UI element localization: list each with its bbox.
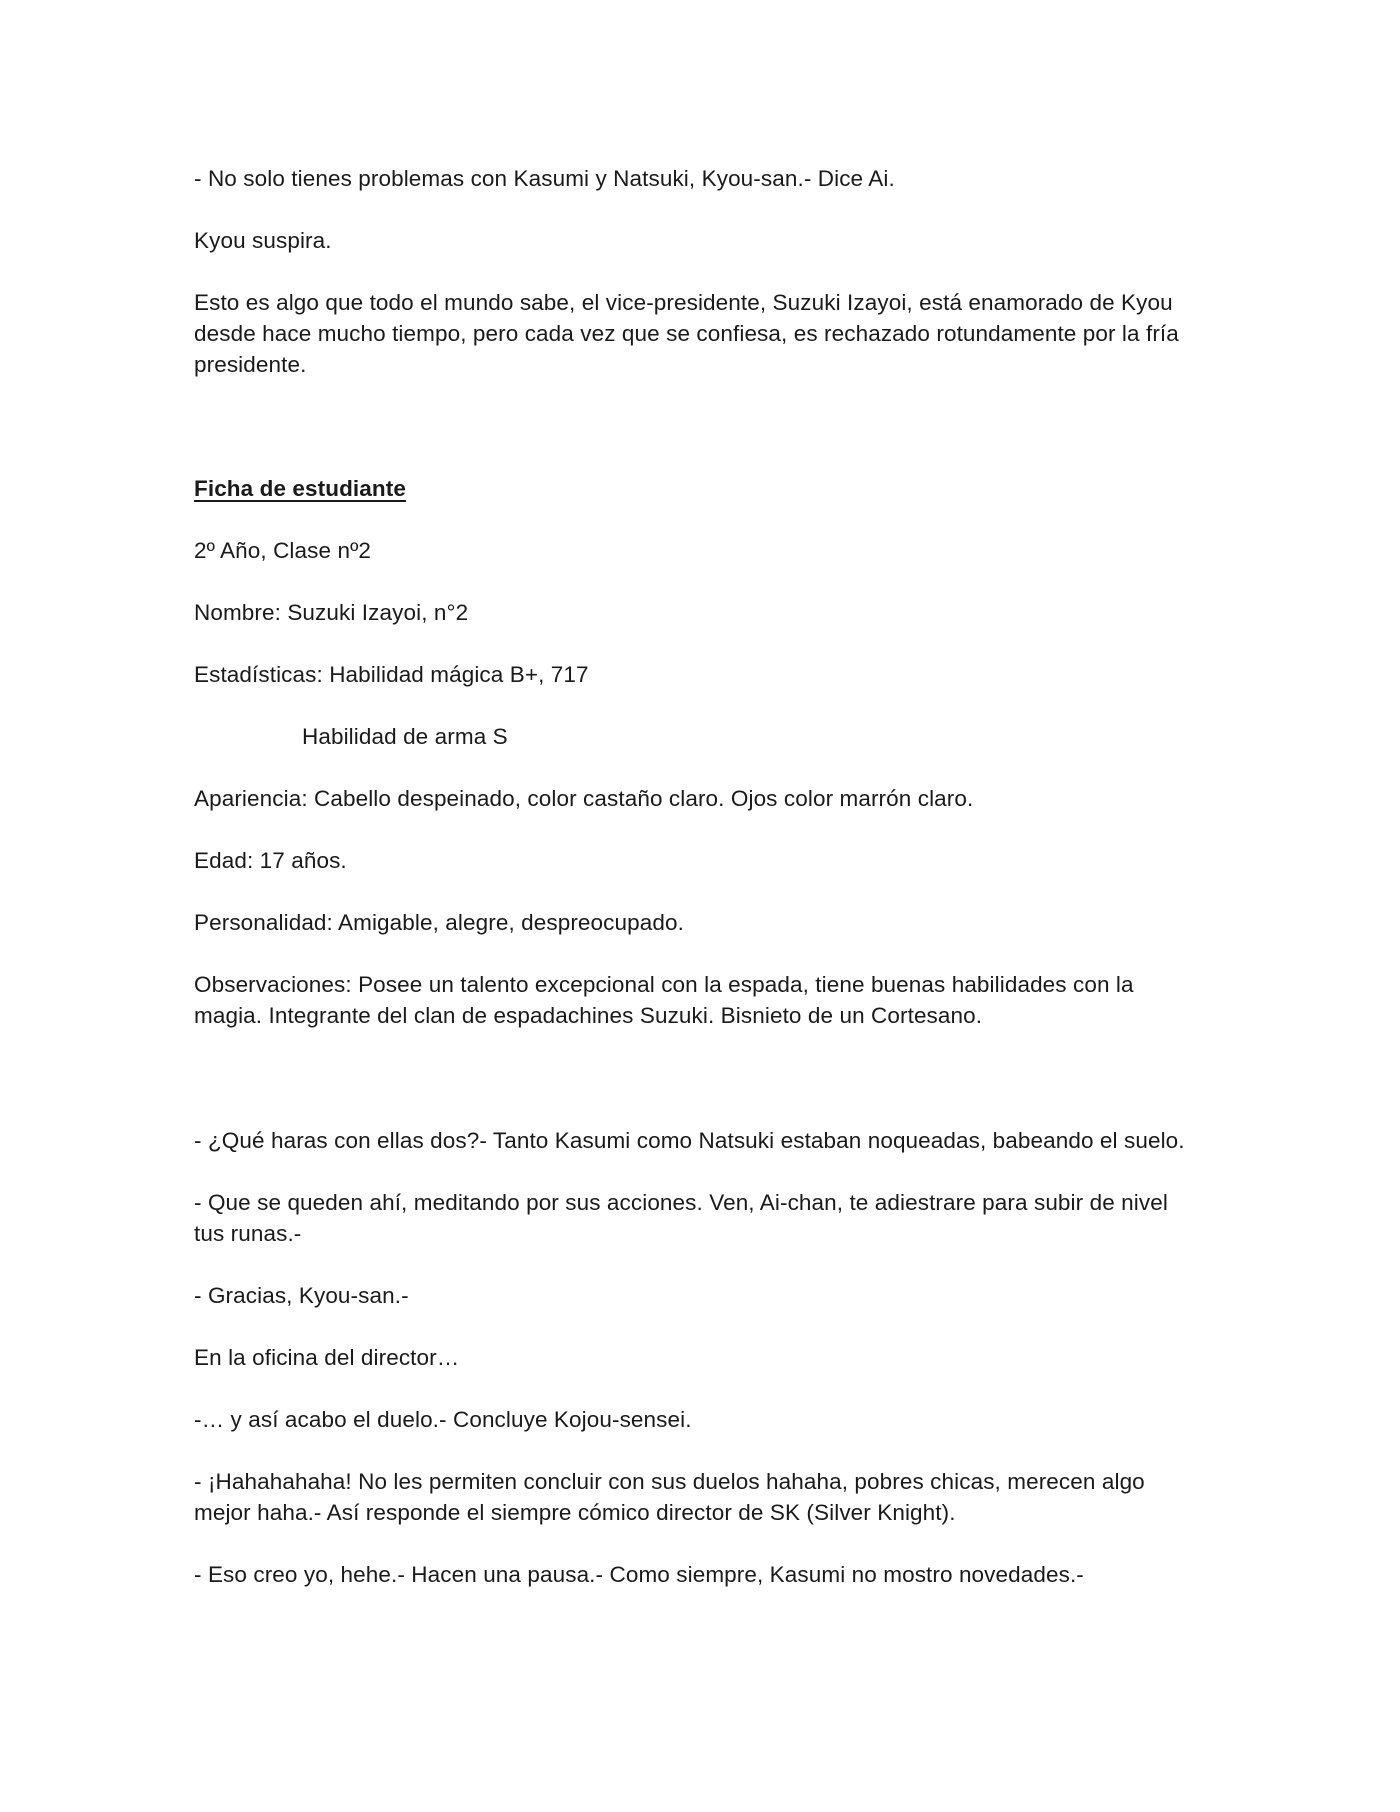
dialogue-line: - Gracias, Kyou-san.-: [194, 1283, 409, 1308]
dialogue-line: En la oficina del director…: [194, 1345, 460, 1370]
student-observations: Observaciones: Posee un talento excepcional con la espada, tiene buenas habilidades con la magia. Integrante del clan de espadachines Suzuki. Bisnieto de un Cortesano.: [194, 972, 1134, 1028]
student-age: Edad: 17 años.: [194, 848, 347, 873]
paragraph: Esto es algo que todo el mundo sabe, el vice-presidente, Suzuki Izayoi, está enamorado de Kyou desde hace mucho tiempo, pero cada vez que se confiesa, es rechazado rotundamente por la fría presidente.: [194, 290, 1179, 377]
dialogue-line: -… y así acabo el duelo.- Concluye Kojou-sensei.: [194, 1407, 692, 1432]
dialogue-line: - ¿Qué haras con ellas dos?- Tanto Kasumi como Natsuki estaban noqueadas, babeando el suelo.: [194, 1128, 1185, 1153]
student-stats-magic: Estadísticas: Habilidad mágica B+, 717: [194, 662, 589, 687]
student-appearance: Apariencia: Cabello despeinado, color castaño claro. Ojos color marrón claro.: [194, 786, 974, 811]
student-class: 2º Año, Clase nº2: [194, 538, 371, 563]
section-heading: Ficha de estudiante: [194, 476, 406, 501]
dialogue-line: - Que se queden ahí, meditando por sus acciones. Ven, Ai-chan, te adiestrare para subir de nivel tus runas.-: [194, 1190, 1168, 1246]
paragraph: Kyou suspira.: [194, 228, 332, 253]
student-stats-weapon: Habilidad de arma S: [302, 724, 508, 749]
student-personality: Personalidad: Amigable, alegre, despreocupado.: [194, 910, 684, 935]
dialogue-line: - Eso creo yo, hehe.- Hacen una pausa.- Como siempre, Kasumi no mostro novedades.-: [194, 1562, 1084, 1587]
paragraph: - No solo tienes problemas con Kasumi y Natsuki, Kyou-san.- Dice Ai.: [194, 166, 895, 191]
dialogue-line: - ¡Hahahahaha! No les permiten concluir con sus duelos hahaha, pobres chicas, merecen algo mejor haha.- Así responde el siempre cómico director de SK (Silver Knight).: [194, 1469, 1145, 1525]
student-name: Nombre: Suzuki Izayoi, n°2: [194, 600, 469, 625]
